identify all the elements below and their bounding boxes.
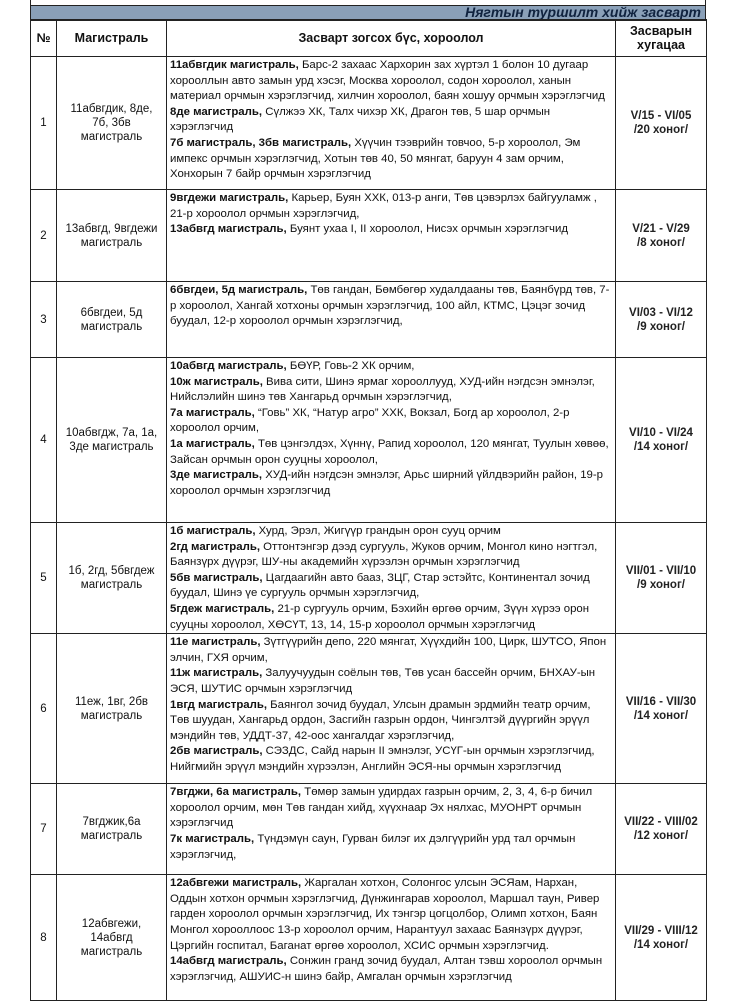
duration-days: /9 хоног/ [637, 320, 685, 333]
duration-days: /20 хоног/ [633, 124, 689, 136]
row-magistral: 11еж, 1вг, 2бв магистраль [57, 634, 167, 784]
magistral-heading: 13абвгд магистраль, [170, 223, 287, 236]
area-text: ХУД-ийн нэгдсэн эмнэлэг, Арьс ширний үйлдвэрийн район, 19-р хороолол орчмын хэрэглэгчид [170, 469, 604, 497]
area-paragraph [170, 876, 612, 954]
schedule-table [30, 19, 707, 1001]
area-text: Төмөр замын удирдах газрын орчим, 2, 3, 4, 6-р бичил хороолол орчим, мөн Төв гандан хийд, хүүхнаар Эх нялхас, МУОНРТ орчмын хэрэглэгчид [170, 786, 593, 830]
duration-days: /14 хоног/ [633, 938, 689, 951]
area-text: Сонжин гранд зочид буудал, Алтан тэвш хороолол орчмын хэрэглэгчид, АШУИС-н шинэ байр, Амгалан орчмын хэрэглэгчид [170, 955, 603, 983]
area-paragraph [170, 540, 612, 571]
magistral-heading: 1б магистраль, [170, 525, 256, 537]
area-text: Буянт ухаа I, II хороолол, Нисэх орчмын хэрэглэгчид [286, 223, 568, 236]
area-paragraph [170, 571, 612, 602]
duration-days: /14 хоног/ [633, 441, 689, 453]
area-text: “Говь” ХК, “Натур агро” ХХК, Вокзал, Богд ар хороолол, 2-р хороолол орчим, [170, 406, 570, 435]
magistral-heading: 1вгд магистраль, [170, 698, 268, 711]
row-number: 3 [31, 282, 57, 358]
magistral-heading: 9вгдежи магистраль, [170, 192, 289, 204]
area-paragraph [170, 635, 612, 666]
magistral-heading: 7б магистраль, 3бв магистраль, [170, 136, 352, 149]
header-duration-line1: Засварын [629, 24, 693, 38]
duration-days: /12 хоног/ [633, 830, 689, 843]
area-paragraph [170, 468, 612, 499]
duration-range: V/21 - V/29 [632, 222, 690, 235]
area-paragraph [170, 744, 612, 775]
magistral-heading: 5бв магистраль, [170, 571, 263, 584]
area-text: Барс-2 захаас Хархорин зах хүртэл 1 болон 10 дугаар хорооллын авто замын урд хэсэг, Москва хороолол, содон хороолол, ханын материал орчмын хэрэглэгчид, хилчин хороолол, баян хошуу орчмын хэрэглэгчид [170, 59, 605, 103]
row-area-description [167, 57, 616, 190]
area-text: Оттонтэнгэр дээд сургууль, Жуков орчим, Монгол кино нэгтгэл, Баянзүрх дүүрэг, ШУ-ны академийн хүрээлэн орчмын хэрэглэгчид [170, 540, 598, 569]
area-text: Вива сити, Шинэ ярмаг хорооллууд, ХУД-ийн нэгдсэн эмнэлэг, Нийслэлийн шинэ төв Хангарьд орчмын хэрэглэгчид, [170, 375, 595, 404]
magistral-heading: 11ж магистраль, [170, 667, 263, 680]
area-paragraph [170, 136, 612, 183]
magistral-heading: 8де магистраль, [170, 105, 263, 118]
row-number: 7 [31, 784, 57, 875]
magistral-heading: 11е магистраль, [170, 636, 261, 649]
row-magistral: 11абвгдик, 8де, 7б, 3бв магистраль [57, 57, 167, 190]
row-number: 6 [31, 634, 57, 784]
banner-title: Нягтын туршилт хийж засварт [465, 4, 701, 20]
area-paragraph [170, 406, 612, 437]
magistral-heading: 12абвгежи магистраль, [170, 877, 302, 890]
row-duration [616, 57, 707, 190]
duration-range: V/15 - VI/05 [630, 110, 692, 122]
area-text: Зүтгүүрийн депо, 220 мянгат, Хүүхдийн 100, Цирк, ШУТСО, Япон элчин, ГХЯ орчим, [170, 636, 607, 664]
area-paragraph [170, 437, 612, 468]
duration-range: VII/29 - VIII/12 [624, 924, 698, 937]
row-area-description [167, 190, 616, 282]
row-area-description [167, 523, 616, 634]
area-text: Баянгол зочид буудал, Улсын драмын эрдмийн театр орчим, Төв шуудан, Хангарьд ордон, Засгийн газрын ордон, Чингэлтэй дүүргийн эрүүл мэндийн төв, УДДТ-37, 42-оос хангалдаг хэрэглэгчид, [170, 698, 591, 742]
magistral-heading: 7к магистраль, [170, 832, 255, 845]
row-number: 2 [31, 190, 57, 282]
magistral-heading: 5гдеж магистраль, [170, 602, 275, 615]
header-duration-line2: хугацаа [637, 38, 685, 52]
table-row [31, 634, 707, 784]
magistral-heading: 2гд магистраль, [170, 540, 261, 553]
area-text: Карьер, Буян ХХК, 013-р анги, Төв цэвэрлэх байгууламж , 21-р хороолол орчмын хэрэглэгчид, [170, 192, 597, 220]
magistral-heading: 14абвгд магистраль, [170, 955, 287, 968]
magistral-heading: 7а магистраль, [170, 406, 255, 419]
area-text: Хүүчин тээврийн товчоо, 5-р хороолол, Эм импекс орчмын хэрэглэгчид, Хотын төв 40, 50 мянгат, баруун 4 зам орчим, Хонхорын 7 байр орчмын хэрэглэгчид [170, 136, 581, 181]
row-magistral: 7вгджик,6а магистраль [57, 784, 167, 875]
table-row [31, 784, 707, 875]
row-number: 4 [31, 358, 57, 523]
magistral-heading: 10абвгд магистраль, [170, 360, 287, 372]
table-row [31, 282, 707, 358]
row-area-description [167, 634, 616, 784]
table-row [31, 358, 707, 523]
row-duration [616, 282, 707, 358]
area-paragraph [170, 954, 612, 985]
magistral-heading: 10ж магистраль, [170, 375, 263, 388]
magistral-heading: 3де магистраль, [170, 469, 263, 482]
area-paragraph [170, 191, 612, 222]
area-paragraph [170, 602, 612, 633]
area-paragraph [170, 375, 612, 406]
row-magistral: 10абвгдж, 7а, 1а, 3де магистраль [57, 358, 167, 523]
table-row [31, 190, 707, 282]
area-text: Төв гандан, Бөмбөгөр худалдааны төв, Баянбүрд төв, 7-р хороолол, Хангай хотхоны орчмын хэрэглэгчид, 100 айл, КТМС, Цэцэг зочид буудал, 12-р хороолол орчмын хэрэглэгчид, [170, 284, 610, 328]
area-text: Залуучуудын соёлын төв, Төв усан бассейн орчим, БНХАУ-ын ЭСЯ, ШУТИС орчмын хэрэглэгчид [170, 667, 596, 695]
header-area: Засварт зогсох бүс, хороолол [167, 20, 616, 57]
duration-range: VII/22 - VIII/02 [624, 816, 698, 829]
row-area-description [167, 358, 616, 523]
row-area-description [167, 282, 616, 358]
row-magistral: 6бвгдеи, 5д магистраль [57, 282, 167, 358]
duration-days: /8 хоног/ [637, 236, 685, 249]
row-duration [616, 358, 707, 523]
area-paragraph [170, 785, 612, 832]
row-magistral: 1б, 2гд, 5бвгдеж магистраль [57, 523, 167, 634]
area-text: Сүлжээ ХК, Талх чихэр ХК, Драгон төв, 5 шар орчмын хэрэглэгчид [170, 105, 551, 134]
row-number: 1 [31, 57, 57, 190]
row-duration [616, 634, 707, 784]
table-header-row [31, 20, 707, 57]
row-duration [616, 784, 707, 875]
area-paragraph [170, 105, 612, 136]
duration-days: /14 хоног/ [633, 709, 689, 722]
area-paragraph [170, 832, 612, 863]
area-text: Цагдаагийн авто бааз, ЗЦГ, Стар эстэйтс, Континентал зочид буудал, Шинэ үе сургууль орчмын хэрэглэгчид, [170, 571, 590, 600]
area-paragraph [170, 359, 612, 375]
area-paragraph [170, 666, 612, 697]
area-text: 21-р сургууль орчим, Бэхийн өргөө орчим, Зүүн хүрээ орон сууцны хороолол, ХӨСҮТ, 13, 14, 15-р хороолол орчмын хэрэглэгчид [170, 602, 590, 631]
table-row [31, 875, 707, 1001]
row-duration [616, 190, 707, 282]
area-paragraph [170, 222, 612, 238]
area-text: БӨҮР, Говь-2 ХК орчим, [286, 360, 415, 372]
area-paragraph [170, 58, 612, 105]
duration-range: VII/16 - VII/30 [625, 695, 697, 708]
duration-days: /9 хоног/ [637, 579, 685, 592]
header-no: № [31, 20, 57, 57]
magistral-heading: 11абвгдик магистраль, [170, 59, 299, 71]
row-area-description [167, 875, 616, 1001]
area-text: Хурд, Эрэл, Жигүүр грандын орон сууц орчим [255, 525, 501, 537]
row-magistral: 13абвгд, 9вгдежи магистраль [57, 190, 167, 282]
row-area-description [167, 784, 616, 875]
area-text: Төв цэнгэлдэх, Хүннү, Рапид хороолол, 120 мянгат, Туулын хөвөө, Зайсан орчмын орон сууцны хороолол, [170, 437, 609, 466]
row-number: 8 [31, 875, 57, 1001]
magistral-heading: 1а магистраль, [170, 437, 255, 450]
magistral-heading: 2бв магистраль, [170, 745, 263, 758]
row-duration [616, 875, 707, 1001]
area-paragraph [170, 524, 612, 540]
duration-range: VI/03 - VI/12 [629, 306, 693, 319]
duration-range: VII/01 - VII/10 [625, 565, 697, 578]
table-body [31, 57, 707, 1001]
duration-range: VI/10 - VI/24 [629, 427, 693, 439]
area-paragraph [170, 698, 612, 745]
area-paragraph [170, 283, 612, 330]
magistral-heading: 7вгджи, 6а магистраль, [170, 786, 302, 799]
area-text: СЭЗДС, Сайд нарын II эмнэлэг, УСҮГ-ын орчмын хэрэглэгчид, Нийгмийн эрүүл мэндийн хүрээлэн, Английн ЭСЯ-ны орчмын хэрэглэгчид [170, 745, 595, 773]
magistral-heading: 6бвгдеи, 5д магистраль, [170, 284, 308, 296]
table-row [31, 523, 707, 634]
header-duration [616, 20, 707, 57]
row-magistral: 12абвгежи, 14абвгд магистраль [57, 875, 167, 1001]
header-magistral: Магистраль [57, 20, 167, 57]
row-duration [616, 523, 707, 634]
area-text: Түндэмүн саун, Гурван билэг их дэлгүүрийн урд тал орчмын хэрэглэгчид, [170, 832, 576, 861]
table-row [31, 57, 707, 190]
row-number: 5 [31, 523, 57, 634]
area-text: Жаргалан хотхон, Солонгос улсын ЭСЯам, Нархан, Оддын хотхон орчмын хэрэглэгчид, Дүнжингарав хороолол, Маршал таун, Ривер гарден хороолол орчмын хэрэглэгчид, Их тэнгэр цогцолбор, Олимп хотхон, Баян Монгол хорооллоос 13-р хороолол орчим, Нарантуул захаас Баянзүрх дүүрэг, Цэргийн госпитал, Баганат өргөө хороолол, ХСИС орчмын хэрэглэгчид. [170, 877, 600, 952]
